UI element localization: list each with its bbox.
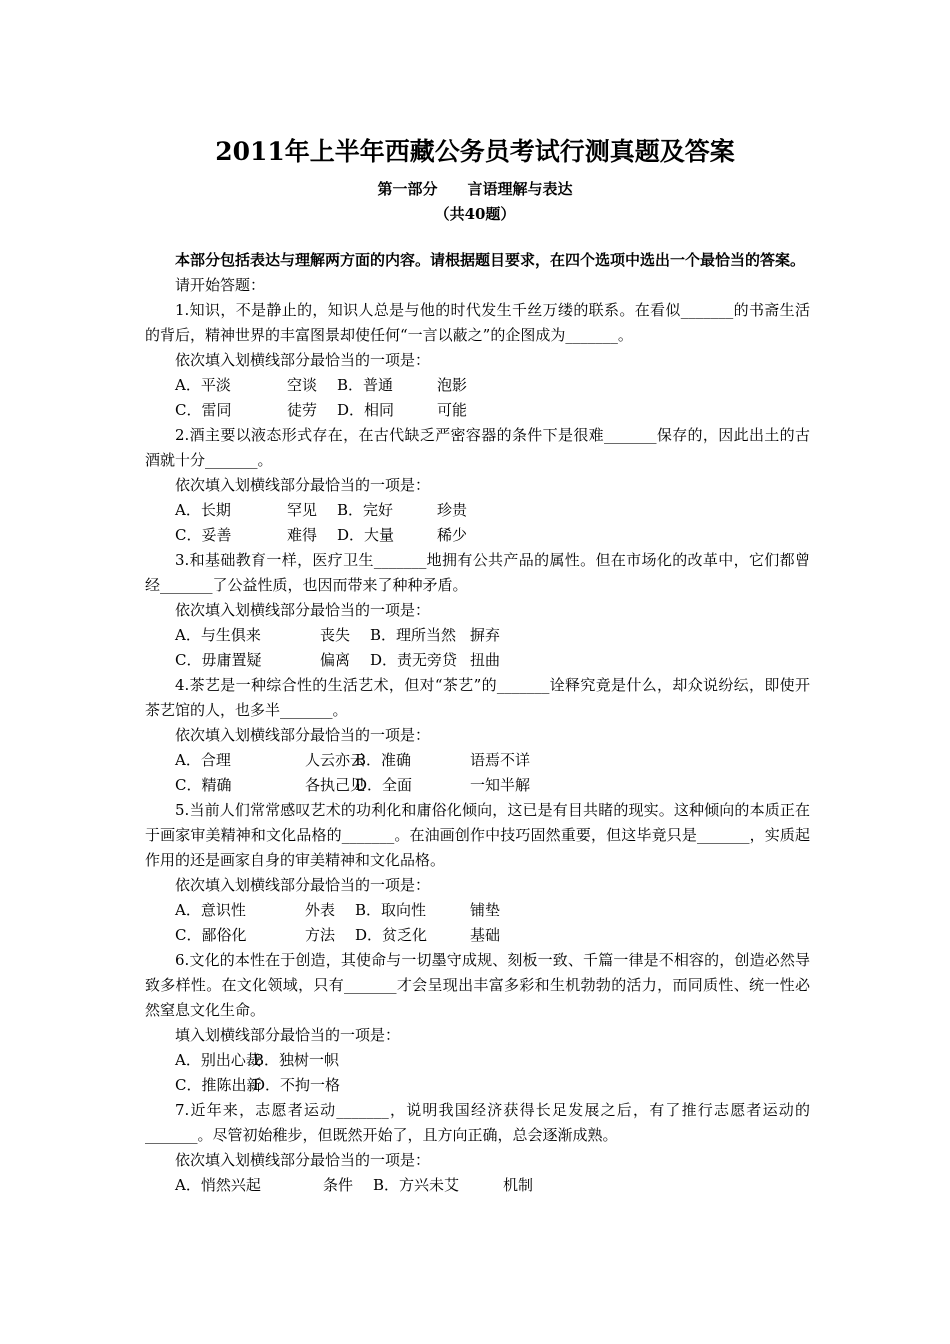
question-stem: 7.近年来，志愿者运动_______，说明我国经济获得长足发展之后，有了推行志愿者运动的_______。尽管初始稚步，但既然开始了，且方向正确，总会逐渐成熟。 <box>145 1101 810 1144</box>
option-row <box>145 398 810 423</box>
option-b: B．方兴未艾 <box>373 1176 460 1194</box>
option-c-second: 方法 <box>305 926 336 944</box>
option-c-second: 各执己见 <box>305 776 366 794</box>
option-row <box>145 648 810 673</box>
option-c-second: 徒劳 <box>287 401 318 419</box>
option-d-second: 可能 <box>437 401 468 419</box>
option-row <box>145 498 810 523</box>
question-instruction: 依次填入划横线部分最恰当的一项是： <box>175 726 431 744</box>
question-instruction: 依次填入划横线部分最恰当的一项是： <box>175 351 431 369</box>
option-a: A．悄然兴起 <box>175 1176 261 1194</box>
option-b: B．理所当然 <box>370 626 457 644</box>
option-a-second: 空谈 <box>287 376 318 394</box>
option-row <box>145 373 810 398</box>
question-stem: 4.茶艺是一种综合性的生活艺术，但对“茶艺”的_______诠释究竟是什么，却众说纷纭，即使开茶艺馆的人，也多半_______。 <box>145 676 810 719</box>
part-heading: 第一部分 言语理解与表达 <box>377 180 573 198</box>
option-row <box>145 1048 810 1073</box>
option-d-second: 一知半解 <box>470 776 531 794</box>
question-stem: 6.文化的本性在于创造，其使命与一切墨守成规、刻板一致、千篇一律是不相容的，创造必然导致多样性。在文化领域，只有_______才会呈现出丰富多彩和生机勃勃的活力，而同质性、统一性必然窒息文化生命。 <box>145 951 810 1019</box>
question-stem: 5.当前人们常常感叹艺术的功利化和庸俗化倾向，这已是有目共睹的现实。这种倾向的本质正在于画家审美精神和文化品格的_______。在油画创作中技巧固然重要，但这毕竟只是_______，实质起作用的还是画家自身的审美精神和文化品格。 <box>145 801 810 869</box>
option-a: A．平淡 <box>175 376 231 394</box>
option-c: C．妥善 <box>175 526 232 544</box>
option-b-second: 铺垫 <box>470 901 501 919</box>
option-d-second: 扭曲 <box>470 651 501 669</box>
option-row <box>145 623 810 648</box>
option-row <box>145 898 810 923</box>
option-b-second: 珍贵 <box>437 501 468 519</box>
option-d: D．不拘一格 <box>253 1076 341 1094</box>
option-a: A．与生俱来 <box>175 626 261 644</box>
section-intro: 本部分包括表达与理解两方面的内容。请根据题目要求，在四个选项中选出一个最恰当的答案。 <box>175 251 806 269</box>
option-a-second: 外表 <box>305 901 336 919</box>
option-a-second: 丧失 <box>320 626 351 644</box>
option-row <box>145 748 810 773</box>
option-b: B．准确 <box>355 751 412 769</box>
option-a: A．别出心裁 <box>175 1051 261 1069</box>
question-stem: 1.知识，不是静止的，知识人总是与他的时代发生千丝万缕的联系。在看似_______的书斋生活的背后，精神世界的丰富图景却使任何“一言以蔽之”的企图成为_______。 <box>145 301 810 344</box>
option-d: D．贫乏化 <box>355 926 428 944</box>
question-instruction: 依次填入划横线部分最恰当的一项是： <box>175 601 431 619</box>
question-stem: 2.酒主要以液态形式存在，在古代缺乏严密容器的条件下是很难_______保存的，因此出土的古酒就十分_______。 <box>145 426 810 469</box>
question-instruction: 填入划横线部分最恰当的一项是： <box>175 1026 401 1044</box>
option-d: D．全面 <box>355 776 413 794</box>
option-b: B．取向性 <box>355 901 427 919</box>
option-d-second: 稀少 <box>437 526 468 544</box>
option-c-second: 难得 <box>287 526 318 544</box>
question-instruction: 依次填入划横线部分最恰当的一项是： <box>175 1151 431 1169</box>
option-b: B．完好 <box>337 501 394 519</box>
option-b-second: 机制 <box>503 1176 534 1194</box>
option-d: D．大量 <box>337 526 395 544</box>
start-prompt: 请开始答题： <box>175 276 266 294</box>
question-instruction: 依次填入划横线部分最恰当的一项是： <box>175 876 431 894</box>
option-b-second: 摒弃 <box>470 626 501 644</box>
option-row <box>145 923 810 948</box>
option-c: C．雷同 <box>175 401 232 419</box>
option-a: A．意识性 <box>175 901 246 919</box>
option-a: A．合理 <box>175 751 231 769</box>
option-c: C．鄙俗化 <box>175 926 247 944</box>
option-b: B．普通 <box>337 376 394 394</box>
option-c: C．推陈出新 <box>175 1076 262 1094</box>
option-c: C．毋庸置疑 <box>175 651 262 669</box>
question-stem: 3.和基础教育一样，医疗卫生_______地拥有公共产品的属性。但在市场化的改革中，它们都曾经_______了公益性质，也因而带来了种种矛盾。 <box>145 551 810 594</box>
document-body <box>145 248 810 1198</box>
option-b-second: 泡影 <box>437 376 468 394</box>
option-a-second: 人云亦云 <box>305 751 366 769</box>
option-a-second: 罕见 <box>287 501 318 519</box>
option-b-second: 语焉不详 <box>470 751 531 769</box>
option-row <box>145 773 810 798</box>
question-instruction: 依次填入划横线部分最恰当的一项是： <box>175 476 431 494</box>
option-d: D．相同 <box>337 401 395 419</box>
part-question-count: （共40题） <box>434 205 516 223</box>
option-a-second: 条件 <box>323 1176 354 1194</box>
option-d: D．责无旁贷 <box>370 651 458 669</box>
option-c-second: 偏离 <box>320 651 351 669</box>
option-a: A．长期 <box>175 501 231 519</box>
option-b: B．独树一帜 <box>253 1051 340 1069</box>
option-row <box>145 1173 810 1198</box>
option-c: C．精确 <box>175 776 232 794</box>
document-title: 2011年上半年西藏公务员考试行测真题及答案 <box>215 137 735 166</box>
option-row <box>145 523 810 548</box>
option-row <box>145 1073 810 1098</box>
option-d-second: 基础 <box>470 926 501 944</box>
